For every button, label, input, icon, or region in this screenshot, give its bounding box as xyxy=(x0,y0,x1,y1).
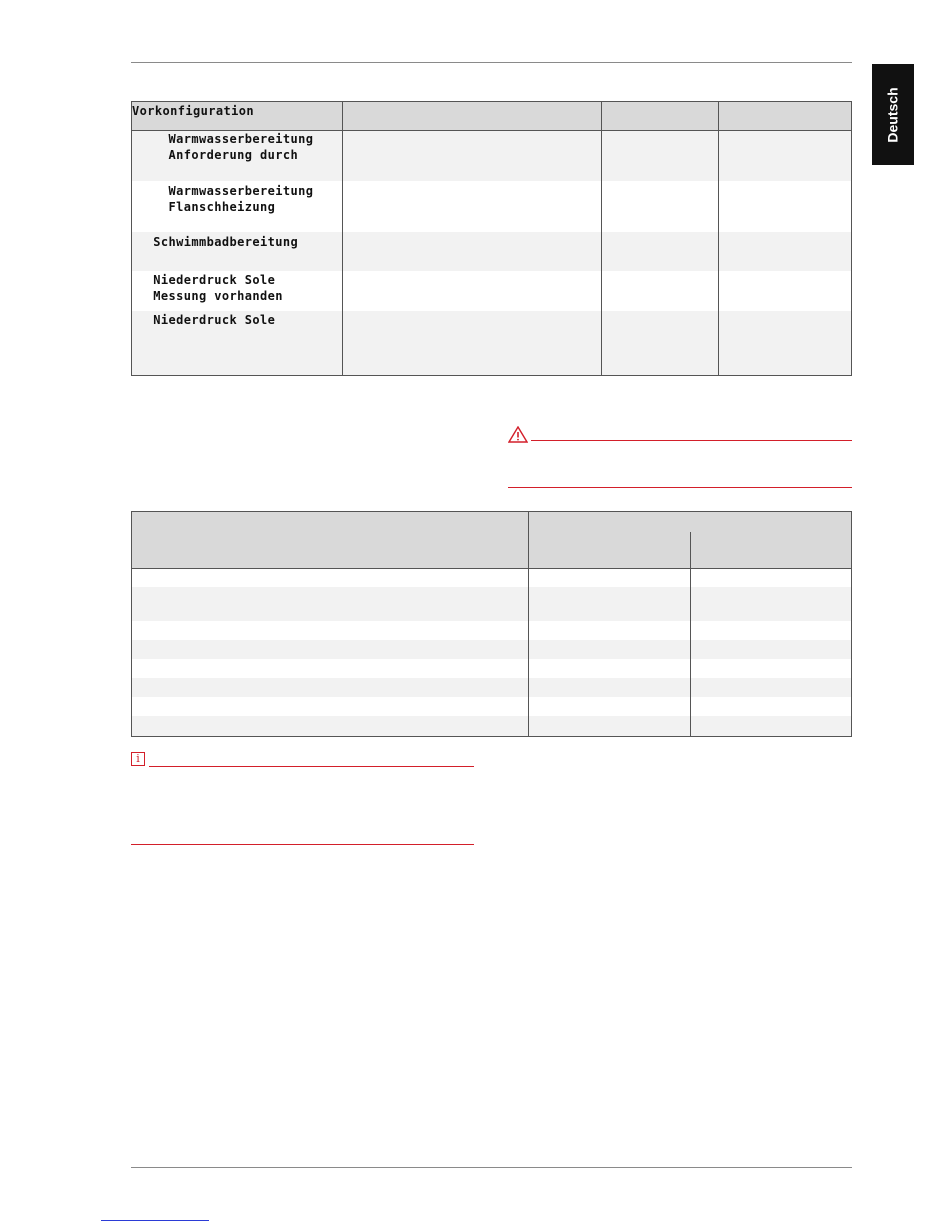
table-row xyxy=(132,678,851,697)
info-rule-top xyxy=(149,766,474,767)
config-table-header-label: Vorkonfiguration xyxy=(132,104,254,118)
table-row xyxy=(132,659,851,678)
warning-icon xyxy=(508,426,528,443)
row-label: Warmwasserbereitung Anforderung durch xyxy=(168,132,314,162)
column-divider xyxy=(718,102,719,375)
row-label: Warmwasserbereitung Flanschheizung xyxy=(168,184,314,214)
column-divider xyxy=(690,532,691,736)
table-row xyxy=(132,311,851,375)
table-row xyxy=(132,131,851,181)
top-rule xyxy=(131,62,852,63)
config-table-header xyxy=(132,102,851,131)
table-row xyxy=(132,640,851,659)
column-divider xyxy=(342,102,343,375)
language-tab-label: Deutsch xyxy=(885,86,902,143)
bottom-rule xyxy=(131,1167,852,1168)
table-row xyxy=(132,697,851,716)
data-table-header xyxy=(132,512,851,569)
table-row xyxy=(132,181,851,232)
table-row xyxy=(132,232,851,271)
warning-rule-bottom xyxy=(508,487,852,488)
data-table xyxy=(131,511,852,737)
info-icon: i xyxy=(131,752,145,766)
info-rule-bottom xyxy=(131,844,474,845)
language-tab xyxy=(872,64,914,165)
table-row xyxy=(132,587,851,621)
table-row xyxy=(132,716,851,736)
column-divider xyxy=(528,512,529,736)
table-row xyxy=(132,271,851,311)
table-row xyxy=(132,569,851,587)
column-divider xyxy=(601,102,602,375)
config-table xyxy=(131,101,852,376)
warning-rule-top xyxy=(531,440,852,441)
row-label: Schwimmbadbereitung xyxy=(138,235,299,249)
row-label: Niederdruck Sole xyxy=(138,313,276,327)
footer-link-underline xyxy=(101,1220,209,1221)
table-row xyxy=(132,621,851,640)
row-label: Niederdruck Sole Messung vorhanden xyxy=(153,273,283,303)
